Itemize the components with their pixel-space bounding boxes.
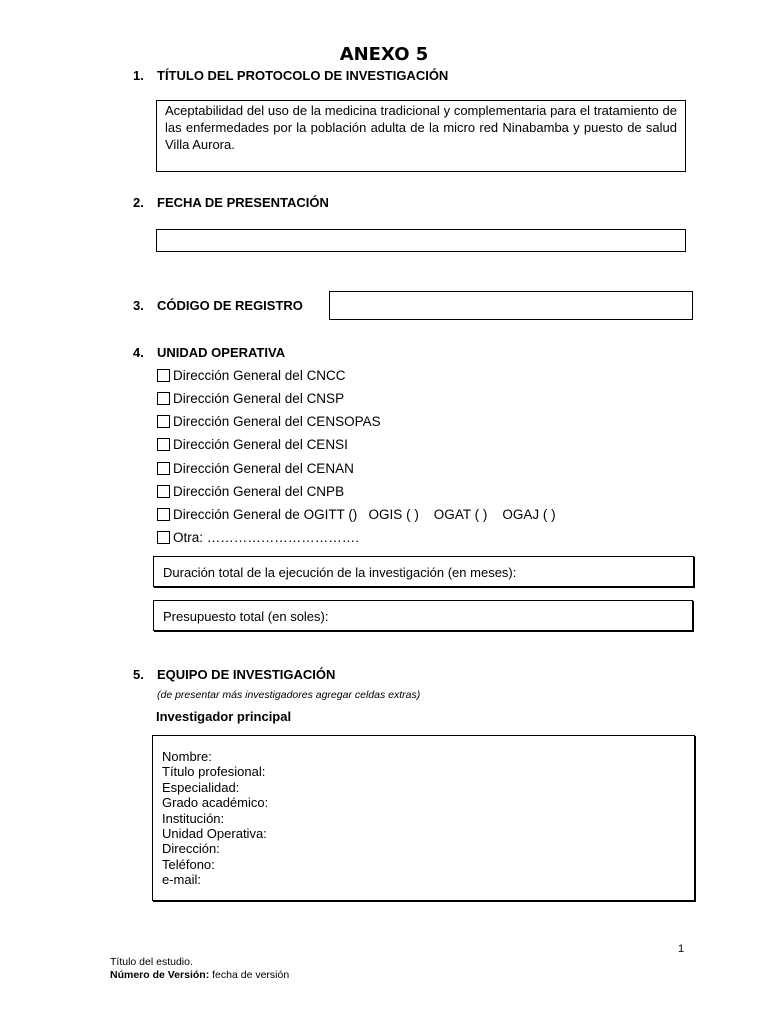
section-number: 2. xyxy=(133,195,144,210)
budget-label: Presupuesto total (en soles): xyxy=(163,609,329,624)
section-1-heading xyxy=(133,68,448,83)
page-number: 1 xyxy=(678,943,685,955)
option-label: Dirección General de OGITT () OGIS ( ) OGAT ( ) OGAJ ( ) xyxy=(173,506,556,522)
protocol-title-text: Aceptabilidad del uso de la medicina tradicional y complementaria para el tratamiento de las enfermedades por la población adulta de la micro red Ninabamba y puesto de salud Villa Aurora. xyxy=(165,103,677,152)
checkbox[interactable] xyxy=(157,508,170,521)
option-censi[interactable] xyxy=(157,435,348,453)
section-5-heading xyxy=(133,667,335,682)
option-other[interactable] xyxy=(157,528,359,546)
option-label: Dirección General del CENSI xyxy=(173,436,348,452)
field-especialidad: Especialidad: xyxy=(162,779,240,795)
protocol-title-box[interactable] xyxy=(156,100,686,172)
section-label: TÍTULO DEL PROTOCOLO DE INVESTIGACIÓN xyxy=(157,68,449,83)
section-3-heading xyxy=(133,298,303,313)
footer-version xyxy=(110,969,289,982)
investigator-fields xyxy=(162,749,268,888)
option-label: Dirección General del CENAN xyxy=(173,460,354,476)
option-cnpb[interactable] xyxy=(157,482,344,500)
footer xyxy=(110,956,289,982)
footer-version-label: Número de Versión: xyxy=(110,969,210,981)
option-cenan[interactable] xyxy=(157,459,354,477)
section-number: 4. xyxy=(133,345,144,360)
option-label: Dirección General del CNCC xyxy=(173,367,346,383)
field-nombre: Nombre: xyxy=(162,749,212,764)
duration-label: Duración total de la ejecución de la investigación (en meses): xyxy=(163,565,517,580)
section-2-heading xyxy=(133,195,329,210)
option-ogitt[interactable] xyxy=(157,505,556,523)
section-number: 5. xyxy=(133,667,144,682)
checkbox[interactable] xyxy=(157,415,170,428)
option-label: Dirección General del CNPB xyxy=(173,483,345,499)
field-institucion: Institución: xyxy=(162,810,225,826)
section-label: EQUIPO DE INVESTIGACIÓN xyxy=(157,667,336,682)
option-label: Dirección General del CNSP xyxy=(173,390,345,406)
field-email: e-mail: xyxy=(162,872,202,888)
field-titulo-profesional: Título profesional: xyxy=(162,764,266,780)
section-label: UNIDAD OPERATIVA xyxy=(157,345,286,360)
section-4-heading xyxy=(133,345,285,360)
principal-investigator-box[interactable] xyxy=(152,735,695,901)
section-number: 3. xyxy=(133,298,144,313)
field-unidad-operativa: Unidad Operativa: xyxy=(162,826,267,842)
option-label: Otra: ……………………………. xyxy=(173,529,360,545)
section-label: CÓDIGO DE REGISTRO xyxy=(157,298,303,313)
budget-field[interactable] xyxy=(153,600,693,631)
checkbox[interactable] xyxy=(157,392,170,405)
footer-version-value: fecha de versión xyxy=(209,969,290,981)
principal-investigator-heading: Investigador principal xyxy=(156,709,292,724)
checkbox[interactable] xyxy=(157,531,170,544)
team-note: (de presentar más investigadores agregar celdas extras) xyxy=(157,689,421,701)
registration-code-field[interactable] xyxy=(329,291,693,320)
field-direccion: Dirección: xyxy=(162,841,220,857)
field-telefono: Teléfono: xyxy=(162,856,215,872)
option-cnsp[interactable] xyxy=(157,389,344,407)
option-label: Dirección General del CENSOPAS xyxy=(173,413,381,429)
footer-study-title: Título del estudio. xyxy=(110,956,193,968)
duration-field[interactable] xyxy=(153,556,694,587)
submission-date-field[interactable] xyxy=(156,229,686,252)
field-grado-academico: Grado académico: xyxy=(162,795,269,811)
option-censopas[interactable] xyxy=(157,412,381,430)
section-label: FECHA DE PRESENTACIÓN xyxy=(157,195,329,210)
checkbox[interactable] xyxy=(157,462,170,475)
checkbox[interactable] xyxy=(157,369,170,382)
checkbox[interactable] xyxy=(157,438,170,451)
section-number: 1. xyxy=(133,68,144,83)
option-cncc[interactable] xyxy=(157,366,346,384)
page-title: ANEXO 5 xyxy=(339,44,429,65)
checkbox[interactable] xyxy=(157,485,170,498)
